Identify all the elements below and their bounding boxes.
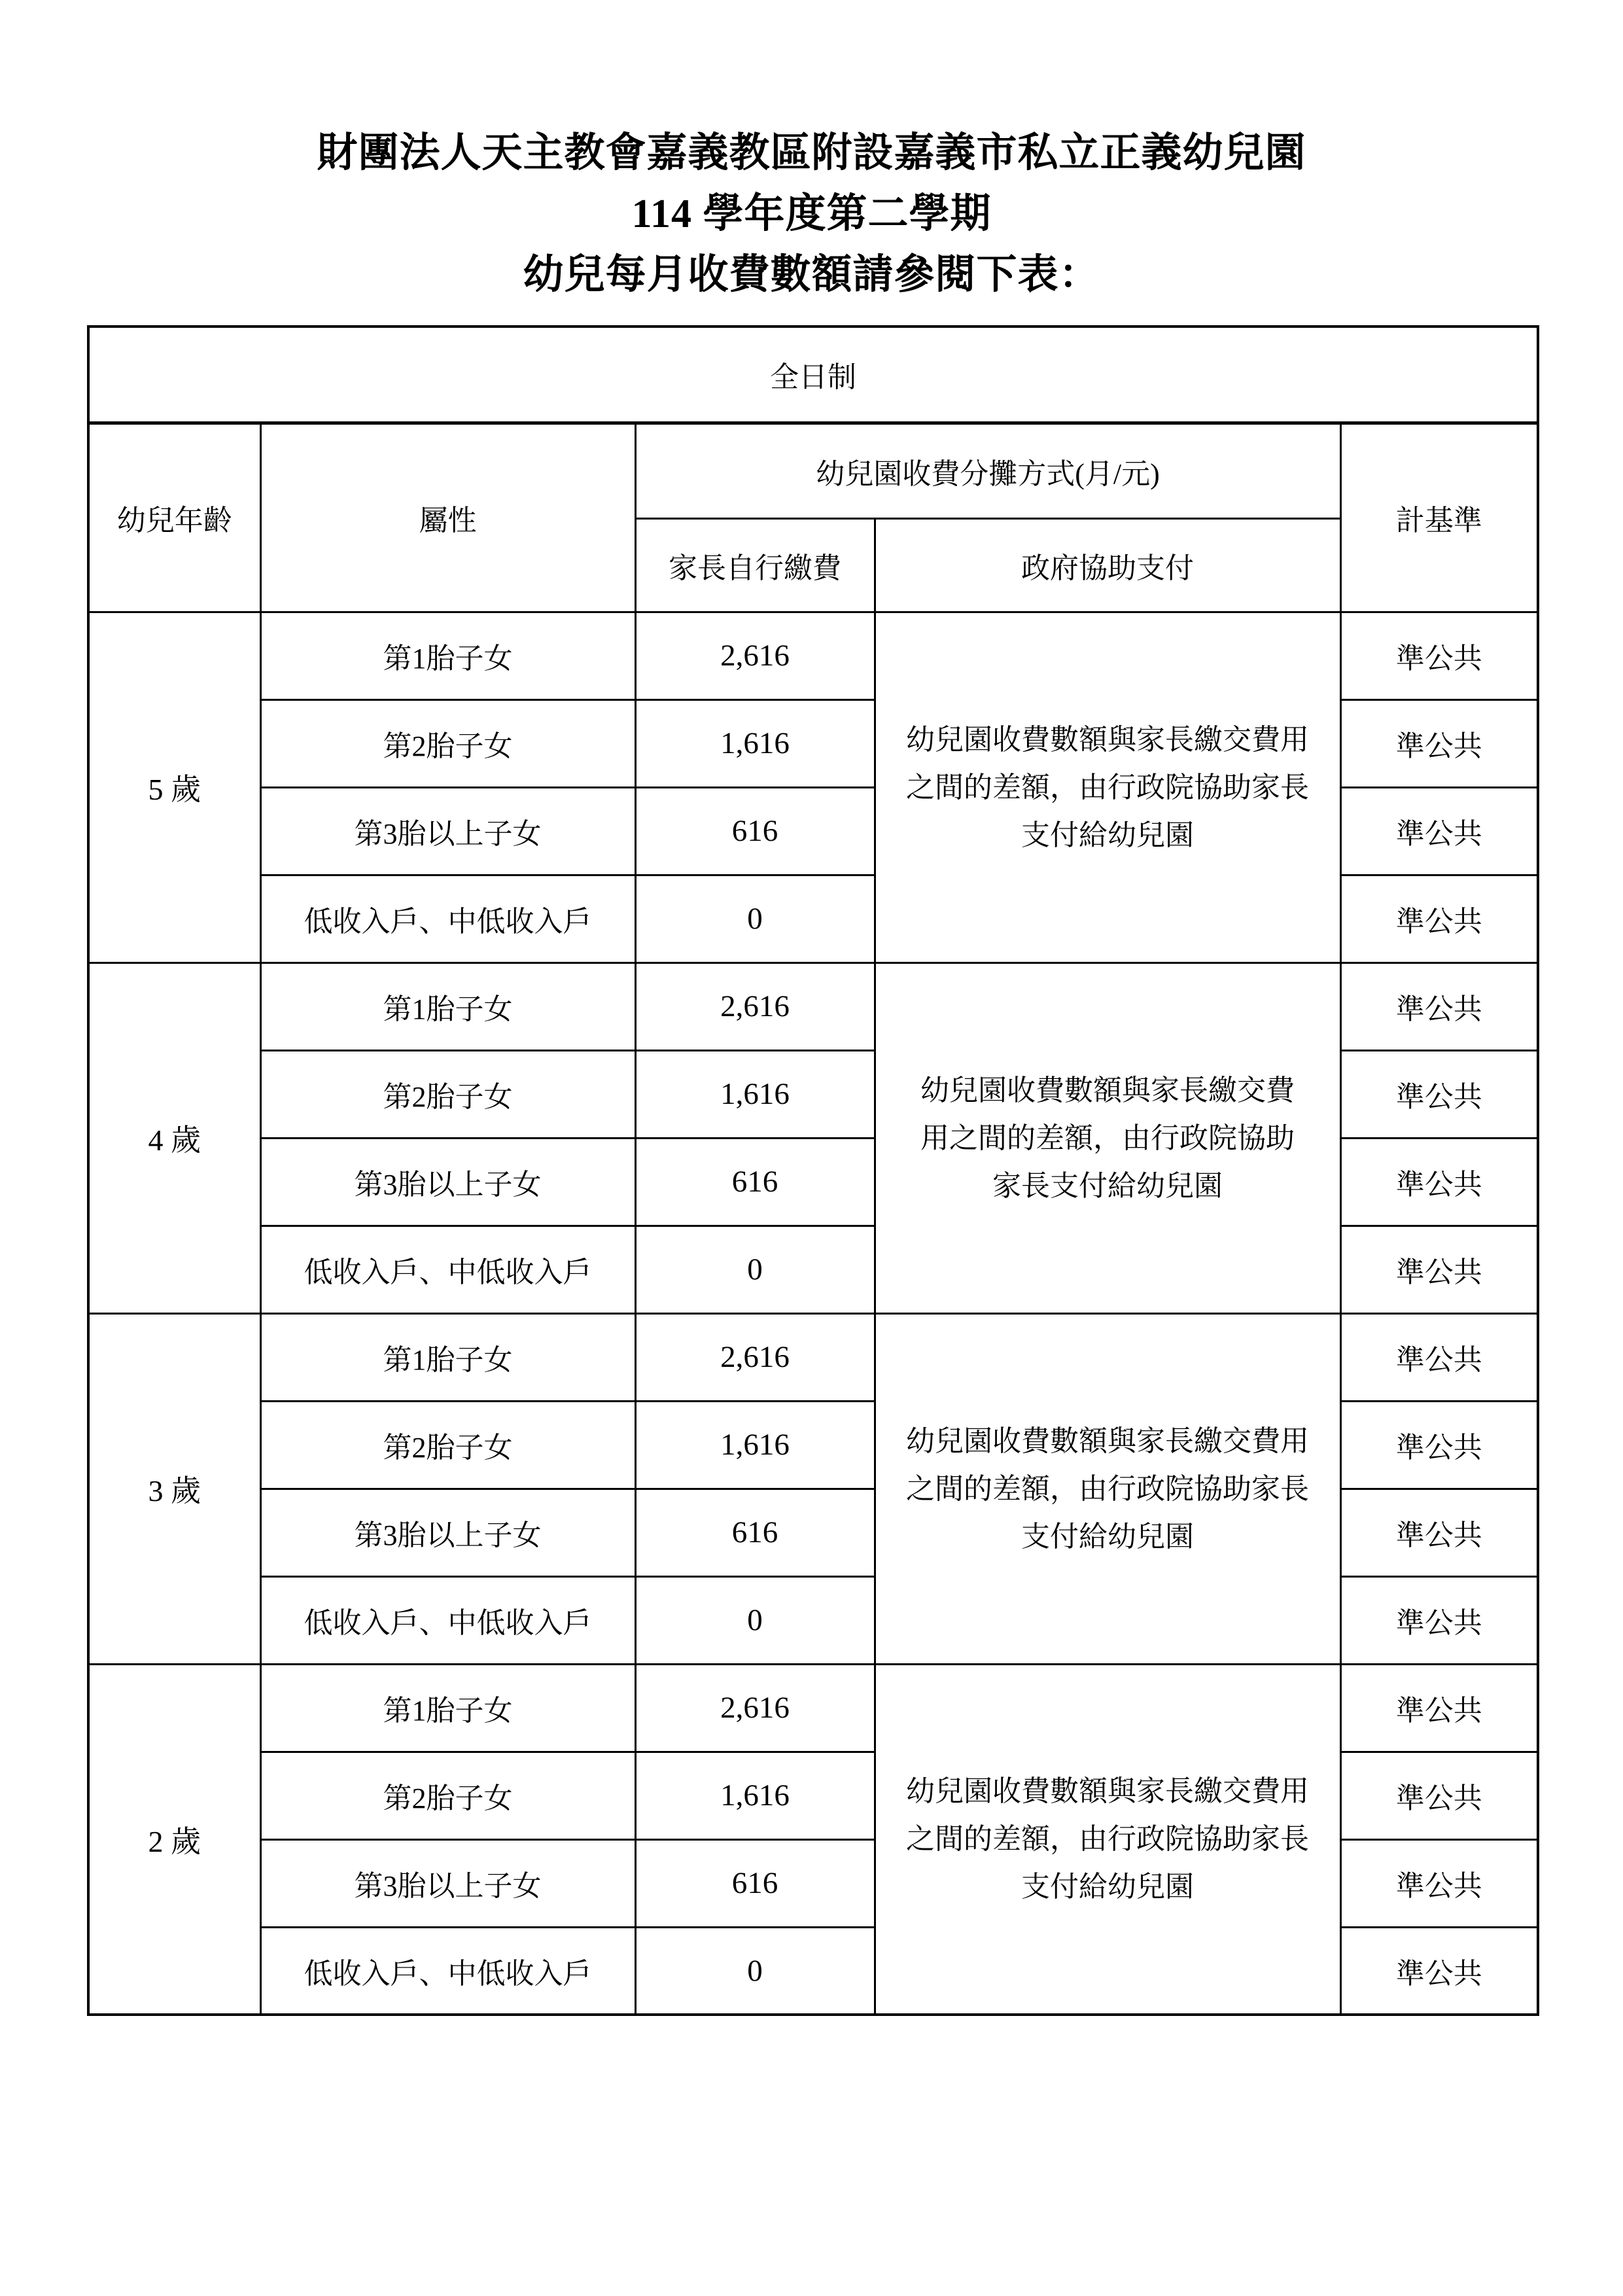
header-parent-pay: 家長自行繳費 [635,518,875,612]
header-age: 幼兒年齡 [88,423,260,612]
basis-cell: 準公共 [1340,787,1538,875]
gov-note-line: 支付給幼兒園 [1021,819,1194,851]
title-line-school-name: 財團法人天主教會嘉義教區附設嘉義市私立正義幼兒園 [317,131,1306,175]
basis-cell: 準公共 [1340,875,1538,963]
parent-fee-cell: 2,616 [635,1313,875,1401]
gov-note-line: 支付給幼兒園 [1021,1871,1194,1903]
parent-fee-cell: 1,616 [635,1752,875,1839]
basis-cell: 準公共 [1340,1752,1538,1839]
attribute-cell: 低收入戶、中低收入戶 [260,1226,635,1313]
basis-cell: 準公共 [1340,1489,1538,1576]
parent-fee-cell: 1,616 [635,1401,875,1489]
gov-note-line: 幼兒園收費數額與家長繳交費用 [906,1424,1309,1457]
gov-note-line: 之間的差額，由行政院協助家長 [906,771,1309,804]
attribute-cell: 第3胎以上子女 [260,1138,635,1226]
gov-note-line: 幼兒園收費數額與家長繳交費用 [906,1775,1309,1808]
basis-cell: 準公共 [1340,1138,1538,1226]
attribute-cell: 低收入戶、中低收入戶 [260,1927,635,2015]
fee-table [87,325,1539,2016]
basis-cell: 準公共 [1340,1664,1538,1752]
attribute-cell: 低收入戶、中低收入戶 [260,875,635,963]
parent-fee-cell: 1,616 [635,699,875,787]
age-group-cell: 5 歲 [88,612,260,963]
gov-note-cell [875,1664,1340,2015]
basis-cell: 準公共 [1340,1401,1538,1489]
parent-fee-cell: 0 [635,1576,875,1664]
basis-cell: 準公共 [1340,1313,1538,1401]
header-fee-split: 幼兒園收費分攤方式(月/元) [635,423,1340,518]
attribute-cell: 第2胎子女 [260,1050,635,1138]
header-basis: 計基準 [1340,423,1538,612]
basis-cell: 準公共 [1340,1576,1538,1664]
attribute-cell: 第3胎以上子女 [260,1489,635,1576]
header-gov-pay: 政府協助支付 [875,518,1340,612]
gov-note-line: 之間的差額，由行政院協助家長 [906,1472,1309,1505]
document-title [0,123,1623,306]
title-line-caption: 幼兒每月收費數額請參閱下表： [523,253,1100,297]
attribute-cell: 第2胎子女 [260,1752,635,1839]
attribute-cell: 第3胎以上子女 [260,787,635,875]
attribute-cell: 第1胎子女 [260,612,635,699]
gov-note-line: 之間的差額，由行政院協助家長 [906,1823,1309,1856]
gov-note-cell [875,963,1340,1313]
attribute-cell: 第1胎子女 [260,963,635,1050]
basis-cell: 準公共 [1340,1839,1538,1927]
parent-fee-cell: 2,616 [635,963,875,1050]
age-group-cell: 4 歲 [88,963,260,1313]
gov-note-line: 家長支付給幼兒園 [992,1169,1223,1202]
attribute-cell: 第2胎子女 [260,699,635,787]
basis-cell: 準公共 [1340,1927,1538,2015]
gov-note-line: 幼兒園收費數額與家長繳交費 [920,1074,1295,1106]
parent-fee-cell: 616 [635,1839,875,1927]
parent-fee-cell: 1,616 [635,1050,875,1138]
basis-cell: 準公共 [1340,963,1538,1050]
gov-note-line: 幼兒園收費數額與家長繳交費用 [906,723,1309,756]
parent-fee-cell: 2,616 [635,612,875,699]
parent-fee-cell: 616 [635,787,875,875]
parent-fee-cell: 0 [635,1927,875,2015]
attribute-cell: 第3胎以上子女 [260,1839,635,1927]
gov-note-cell [875,612,1340,963]
basis-cell: 準公共 [1340,1050,1538,1138]
attribute-cell: 低收入戶、中低收入戶 [260,1576,635,1664]
title-line-semester: 114 學年度第二學期 [631,192,992,236]
attribute-cell: 第2胎子女 [260,1401,635,1489]
basis-cell: 準公共 [1340,699,1538,787]
parent-fee-cell: 0 [635,875,875,963]
basis-cell: 準公共 [1340,1226,1538,1313]
basis-cell: 準公共 [1340,612,1538,699]
gov-note-cell [875,1313,1340,1664]
attribute-cell: 第1胎子女 [260,1313,635,1401]
attribute-cell: 第1胎子女 [260,1664,635,1752]
parent-fee-cell: 2,616 [635,1664,875,1752]
schedule-type-cell: 全日制 [88,327,1538,423]
age-group-cell: 2 歲 [88,1664,260,2015]
parent-fee-cell: 0 [635,1226,875,1313]
gov-note-line: 用之間的差額，由行政院協助 [920,1122,1295,1154]
header-attribute: 屬性 [260,423,635,612]
parent-fee-cell: 616 [635,1138,875,1226]
parent-fee-cell: 616 [635,1489,875,1576]
gov-note-line: 支付給幼兒園 [1021,1520,1194,1553]
age-group-cell: 3 歲 [88,1313,260,1664]
